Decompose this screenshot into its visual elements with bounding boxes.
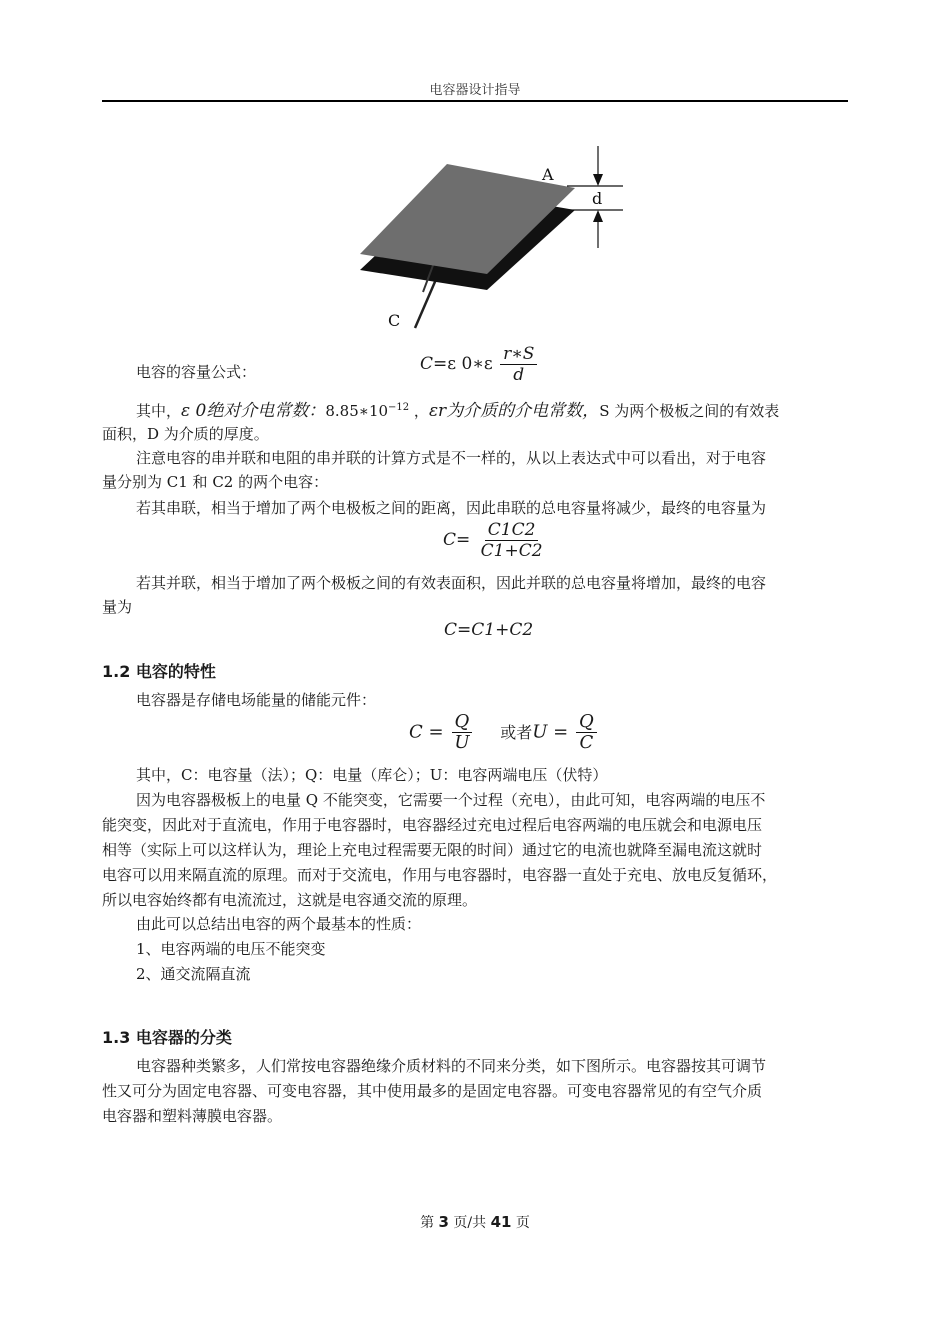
series-fraction: [478, 520, 546, 561]
page-header-title: 电容器设计指导: [429, 83, 521, 98]
formula-explanation-line2: 面积，D 为介质的厚度。: [102, 425, 269, 443]
section-1-2-para-l4: 电容可以用来隔直流的原理。而对于交流电，作用与电容器时，电容器一直处于充电、放电反复循环，: [102, 866, 778, 884]
epsilon0-exponent: −12: [388, 402, 410, 413]
dim-arrow-top-head: [593, 174, 603, 186]
or-word: 或者: [500, 722, 533, 742]
epsilon0-desc: 绝对介电常数：: [206, 401, 326, 421]
formula-denominator: d: [513, 365, 525, 385]
property-item-2: 2、通交流隔直流: [136, 965, 251, 983]
section-1-2-para-l3: 相等（实际上可以这样认为，理论上充电过程需要无限的时间）通过它的电流也就降至漏电流这就时: [102, 841, 763, 859]
f2-denominator: C: [579, 732, 594, 753]
dim-arrow-bottom-head: [593, 210, 603, 222]
epsilon0-symbol: ε 0: [181, 401, 207, 421]
section-1-2-para-l5: 所以电容始终都有电流流过，这就是电容通交流的原理。: [102, 891, 478, 909]
formula-lhs: C: [420, 354, 434, 374]
epsilon0-value: 8.85∗10: [325, 402, 389, 420]
label-a: A: [542, 165, 554, 184]
charge-formulas: [409, 712, 599, 753]
footer-post: 页: [511, 1215, 530, 1231]
epsilonr-desc: 为介质的介电常数，: [446, 401, 600, 421]
f1-lhs: C =: [409, 721, 444, 743]
parallel-formula: C=C1+C2: [444, 620, 534, 640]
formula-fraction: [500, 344, 537, 385]
label-d: d: [592, 189, 603, 208]
parallel-line2: 量为: [102, 598, 133, 616]
series-text: 若其串联，相当于增加了两个电极板之间的距离，因此串联的总电容量将减少，最终的电容量为: [136, 499, 767, 517]
formula-eq: =ε 0∗ε: [433, 354, 493, 374]
parallel-plate-capacitor-figure: [355, 142, 630, 342]
series-denominator: C1+C2: [480, 541, 543, 561]
header-rule: [102, 100, 848, 102]
footer-pre: 第: [420, 1215, 439, 1231]
section-1-3-para-l3: 电容器和塑料薄膜电容器。: [102, 1107, 283, 1125]
f1-denominator: U: [454, 732, 470, 753]
section-1-2-para-l1: 因为电容器极板上的电量 Q 不能突变，它需要一个过程（充电），由此可知，电容两端的电压不: [136, 791, 766, 809]
section-1-3-para-l1: 电容器种类繁多，人们常按电容器绝缘介质材料的不同来分类，如下图所示。电容器按其可调节: [136, 1057, 767, 1075]
f2-lhs: U =: [532, 721, 569, 743]
label-c: C: [388, 311, 401, 330]
note-line1: 注意电容的串并联和电阻的串并联的计算方式是不一样的，从以上表达式中可以看出，对于电容: [136, 449, 767, 467]
explain-sep: ，: [409, 402, 429, 420]
property-item-1: 1、电容两端的电压不能突变: [136, 940, 326, 958]
capacitance-formula: [420, 344, 539, 385]
series-numerator: C1C2: [485, 520, 539, 541]
epsilonr-symbol: εr: [428, 401, 447, 421]
f1-numerator: Q: [452, 712, 473, 733]
footer-total-pages: 41: [490, 1213, 512, 1231]
summary-line: 由此可以总结出电容的两个最基本的性质：: [136, 915, 422, 933]
f2-numerator: Q: [576, 712, 597, 733]
formula-numerator: r∗S: [500, 344, 537, 365]
f1-fraction: [451, 712, 472, 753]
section-1-2-para-l2: 能突变，因此对于直流电，作用于电容器时，电容器经过充电过程后电容两端的电压就会和电源电压: [102, 816, 763, 834]
page-footer: [0, 1212, 950, 1232]
section-1-3-para-l2: 性又可分为固定电容器、可变电容器，其中使用最多的是固定电容器。可变电容器常见的有空气介质: [102, 1082, 763, 1100]
capacitance-formula-intro: 电容的容量公式：: [136, 363, 257, 381]
parallel-line1: 若其并联，相当于增加了两个极板之间的有效表面积，因此并联的总电容量将增加，最终的电容: [136, 574, 767, 592]
explain-prefix: 其中，: [136, 402, 182, 420]
section-1-2-heading: 1.2 电容的特性: [102, 662, 216, 681]
footer-page-number: 3: [438, 1213, 449, 1231]
section-1-2-intro: 电容器是存储电场能量的储能元件：: [136, 691, 377, 709]
footer-mid: 页/共: [448, 1215, 491, 1231]
units-line: 其中，C：电容量（法）；Q：电量（库仑）；U：电容两端电压（伏特）: [136, 766, 608, 784]
section-1-3-heading: 1.3 电容器的分类: [102, 1028, 232, 1047]
explain-rest1: S 为两个极板之间的有效表: [599, 402, 780, 420]
series-lhs: C=: [443, 530, 471, 550]
f2-fraction: [576, 712, 597, 753]
formula-explanation: [102, 396, 848, 423]
series-formula: [443, 520, 548, 561]
note-line2: 量分别为 C1 和 C2 的两个电容：: [102, 473, 329, 491]
